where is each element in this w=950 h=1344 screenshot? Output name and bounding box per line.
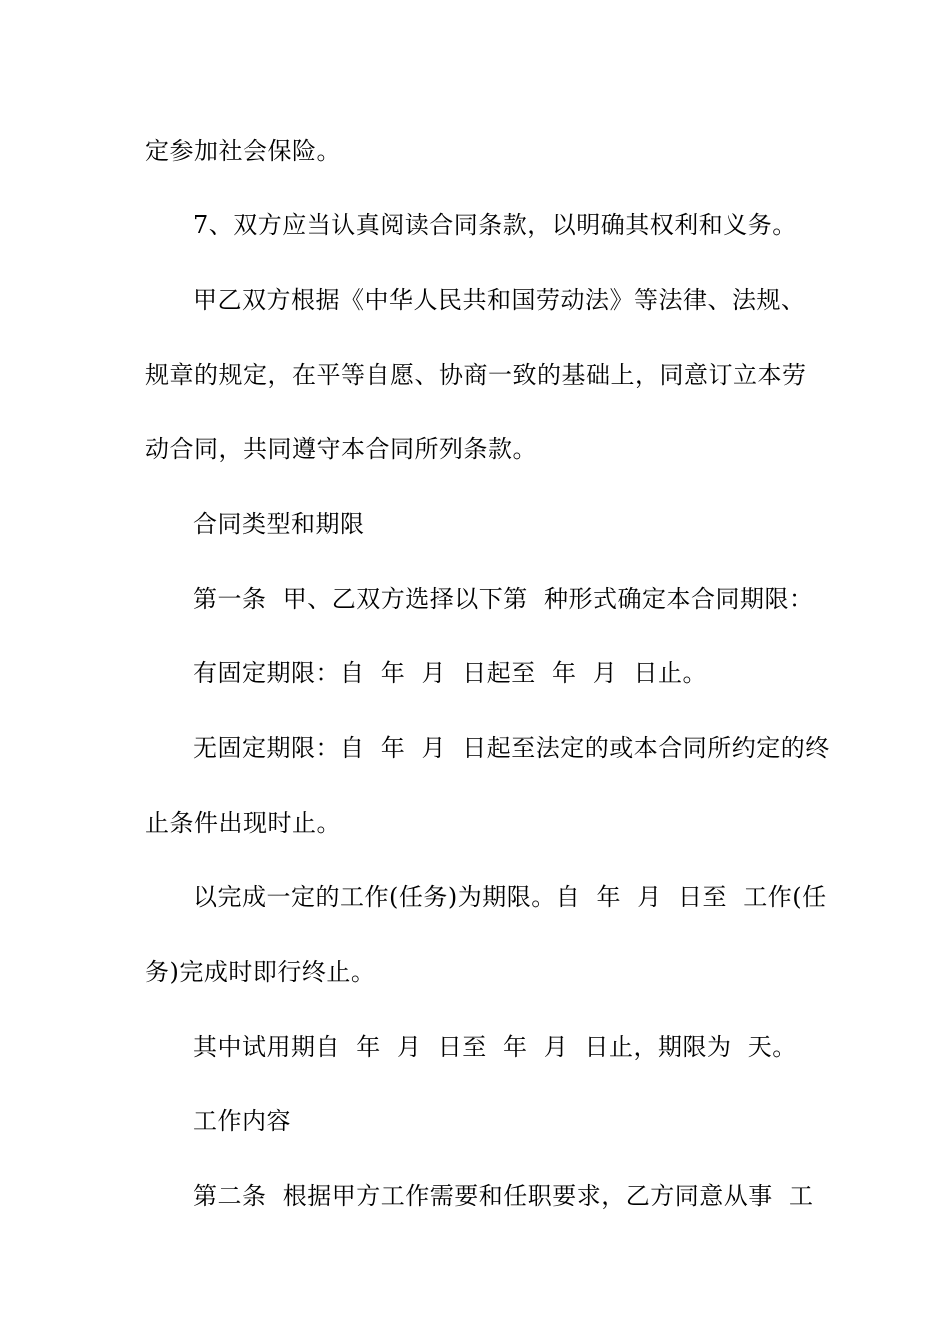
text-line-1: 定参加社会保险。 [145, 137, 341, 165]
text-line-2: 7、双方应当认真阅读合同条款，以明确其权利和义务。 [193, 211, 797, 239]
text-line-15: 第二条 根据甲方工作需要和任职要求，乙方同意从事 工 [193, 1182, 814, 1210]
text-line-11: 以完成一定的工作(任务)为期限。自 年 月 日至 工作(任 [193, 883, 827, 911]
text-line-3: 甲乙双方根据《中华人民共和国劳动法》等法律、法规、 [193, 286, 806, 314]
section-heading-contract-type: 合同类型和期限 [193, 510, 365, 538]
text-line-5: 动合同，共同遵守本合同所列条款。 [145, 435, 537, 463]
text-line-4: 规章的规定，在平等自愿、协商一致的基础上，同意订立本劳 [145, 361, 807, 389]
text-line-7: 第一条 甲、乙双方选择以下第 种形式确定本合同期限： [193, 585, 814, 613]
section-heading-work-content: 工作内容 [193, 1107, 291, 1135]
text-line-8: 有固定期限：自 年 月 日起至 年 月 日止。 [193, 659, 708, 687]
text-line-13: 其中试用期自 年 月 日至 年 月 日止，期限为 天。 [193, 1033, 797, 1061]
text-line-10: 止条件出现时止。 [145, 809, 341, 837]
text-line-9: 无固定期限：自 年 月 日起至法定的或本合同所约定的终 [193, 734, 830, 762]
text-line-12: 务)完成时即行终止。 [145, 958, 376, 986]
